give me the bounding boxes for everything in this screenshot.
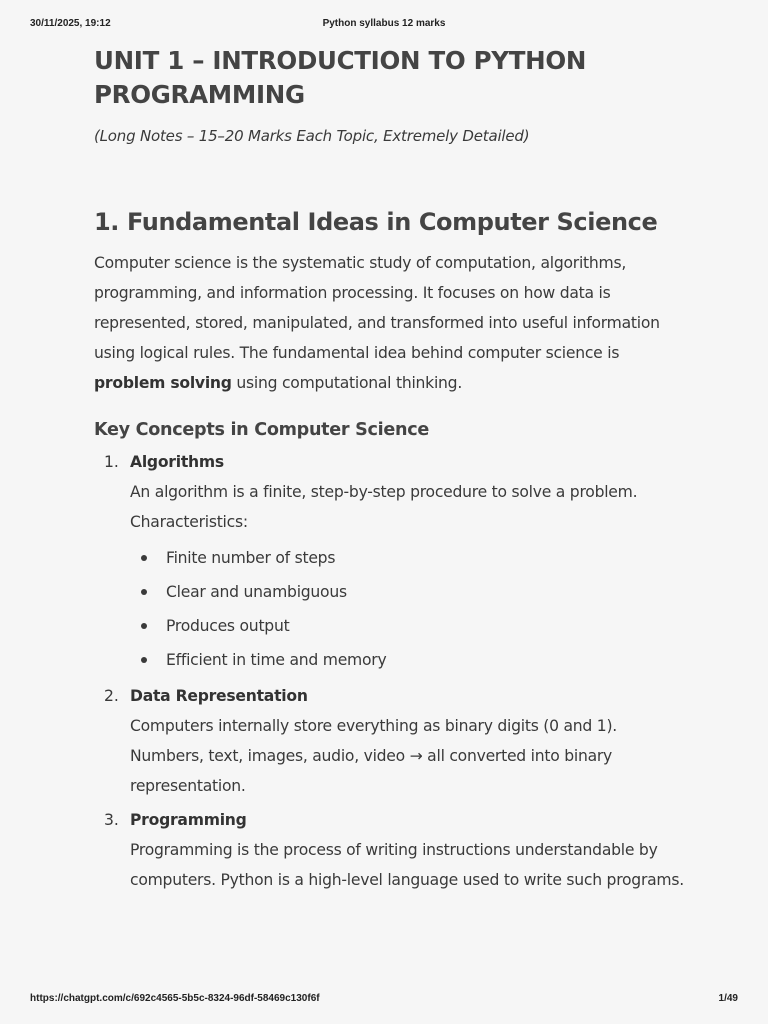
list-item-title: Programming xyxy=(130,811,247,829)
list-item-algorithms xyxy=(94,447,694,677)
list-item-number: 3. xyxy=(104,811,119,829)
bullet-dot-icon xyxy=(141,657,147,663)
list-item-text: Computers internally store everything as binary digits (0 and 1). Numbers, text, images, audio, video → all converted into binary representation. xyxy=(130,717,617,795)
intro-text-end: using computational thinking. xyxy=(231,374,463,392)
document-content xyxy=(94,44,694,895)
print-header xyxy=(30,18,738,32)
bullet-text: Clear and unambiguous xyxy=(166,583,347,601)
intro-text-start: Computer science is the systematic study of computation, algorithms, programming, and information processing. It focuses on how data is represented, stored, manipulated, and transformed into useful information using logical rules. The fundamental idea behind computer science is xyxy=(94,254,660,362)
key-concepts-heading: Key Concepts in Computer Science xyxy=(94,420,429,440)
page-number: 1/49 xyxy=(718,993,738,1004)
print-url: https://chatgpt.com/c/692c4565-5b5c-8324-96df-58469c130f6f xyxy=(30,993,320,1004)
print-footer xyxy=(30,993,738,1007)
unit-title xyxy=(94,44,694,112)
bullet-text: Efficient in time and memory xyxy=(166,651,387,669)
bullet-item xyxy=(130,609,694,643)
list-item-data-representation xyxy=(94,681,694,801)
section-intro xyxy=(94,248,694,398)
bullet-text: Produces output xyxy=(166,617,290,635)
print-doc-title: Python syllabus 12 marks xyxy=(322,18,446,29)
bullet-item xyxy=(130,575,694,609)
unit-title-line2: PROGRAMMING xyxy=(94,80,305,109)
section-heading: 1. Fundamental Ideas in Computer Science xyxy=(94,208,658,236)
characteristics-list xyxy=(130,541,694,677)
list-item-title: Data Representation xyxy=(130,687,308,705)
bullet-text: Finite number of steps xyxy=(166,549,336,567)
list-item-text: An algorithm is a finite, step-by-step procedure to solve a problem. Characteristics: xyxy=(130,483,638,531)
list-item-title: Algorithms xyxy=(130,453,224,471)
bullet-item xyxy=(130,643,694,677)
list-item-number: 1. xyxy=(104,453,119,471)
bullet-item xyxy=(130,541,694,575)
bullet-dot-icon xyxy=(141,589,147,595)
unit-title-line1: UNIT 1 – INTRODUCTION TO PYTHON xyxy=(94,46,587,75)
list-item-number: 2. xyxy=(104,687,119,705)
list-item-programming xyxy=(94,805,694,895)
bullet-dot-icon xyxy=(141,623,147,629)
bullet-dot-icon xyxy=(141,555,147,561)
unit-subtitle: (Long Notes – 15–20 Marks Each Topic, Extremely Detailed) xyxy=(94,127,530,145)
print-datetime: 30/11/2025, 19:12 xyxy=(30,18,111,29)
list-item-text: Programming is the process of writing instructions understandable by computers. Python is a high-level language used to write such programs. xyxy=(130,841,684,889)
key-concepts-list xyxy=(94,447,694,895)
intro-bold-term: problem solving xyxy=(94,374,232,392)
